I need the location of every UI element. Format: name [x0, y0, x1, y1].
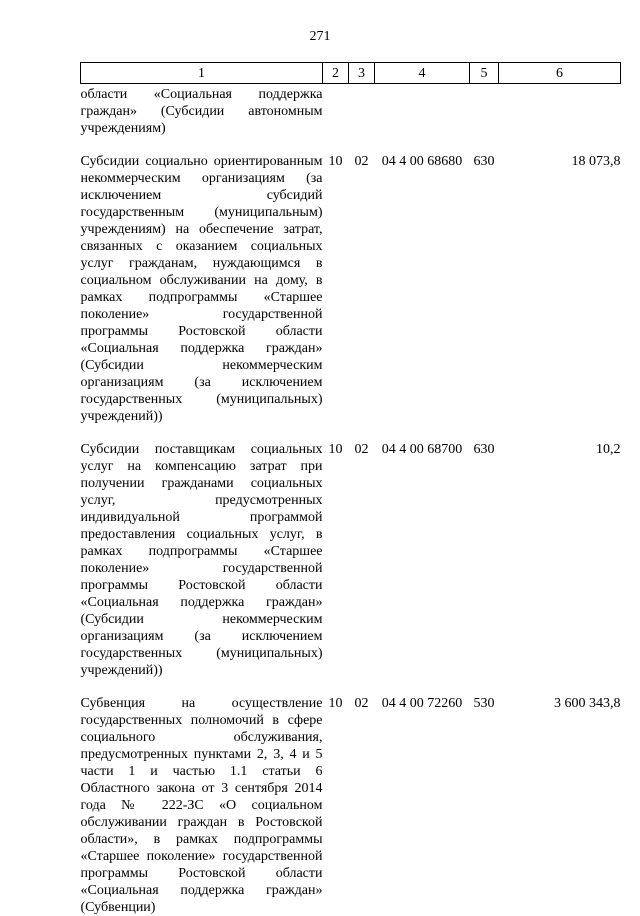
row-section: 10	[323, 137, 349, 425]
row-expense-type	[470, 84, 499, 138]
row-subsection: 02	[349, 137, 375, 425]
row-description: области «Социальная поддержка граждан» (Субсидии автономным учреждениям)	[81, 84, 323, 138]
row-amount: 10,2	[499, 425, 621, 679]
row-description: Субсидии поставщикам социальных услуг на компенсацию затрат при получении гражданами социальных услуг, предусмотренных индивидуальной программой предоставления социальных услуг, в рамках подпрограммы «Старшее поколение» государственной программы Ростовской области «Социальная поддержка граждан» (Субсидии некоммерческим организациям (за исключением государственных (муниципальных) учреждений))	[81, 425, 323, 679]
table-row	[81, 679, 621, 916]
row-amount: 3 600 343,8	[499, 679, 621, 916]
table-row	[81, 425, 621, 679]
row-section: 10	[323, 679, 349, 916]
row-section	[323, 84, 349, 138]
table-header	[81, 63, 621, 84]
header-col-1: 1	[81, 63, 323, 84]
table-row	[81, 84, 621, 138]
row-description: Субвенция на осуществление государственных полномочий в сфере социального обслуживания, предусмотренных пунктами 2, 3, 4 и 5 части 1 и частью 1.1 статьи 6 Областного закона от 3 сентября 2014 года № 222-ЗС «О социальном обслуживании граждан в Ростовской области», в рамках подпрограммы «Старшее поколение» государственной программы Ростовской области «Социальная поддержка граждан» (Субвенции)	[81, 679, 323, 916]
row-expense-type: 630	[470, 425, 499, 679]
row-expense-type: 630	[470, 137, 499, 425]
row-section: 10	[323, 425, 349, 679]
header-col-4: 4	[375, 63, 470, 84]
row-subsection	[349, 84, 375, 138]
table-row	[81, 137, 621, 425]
row-target-code: 04 4 00 68680	[375, 137, 470, 425]
row-amount: 18 073,8	[499, 137, 621, 425]
row-target-code	[375, 84, 470, 138]
header-col-3: 3	[349, 63, 375, 84]
header-row	[81, 63, 621, 84]
row-description: Субсидии социально ориентированным некоммерческим организациям (за исключением субсидий государственным (муниципальным) учреждениям) на обеспечение затрат, связанных с оказанием социальных услуг гражданам, нуждающимся в социальном обслуживании на дому, в рамках подпрограммы «Старшее поколение» государственной программы Ростовской области «Социальная поддержка граждан» (Субсидии некоммерческим организациям (за исключением государственных (муниципальных) учреждений))	[81, 137, 323, 425]
row-expense-type: 530	[470, 679, 499, 916]
table-body	[81, 84, 621, 916]
page-number: 271	[0, 28, 640, 46]
header-col-2: 2	[323, 63, 349, 84]
header-col-6: 6	[499, 63, 621, 84]
header-col-5: 5	[470, 63, 499, 84]
budget-table	[80, 62, 621, 916]
row-subsection: 02	[349, 425, 375, 679]
row-target-code: 04 4 00 72260	[375, 679, 470, 916]
row-amount	[499, 84, 621, 138]
row-subsection: 02	[349, 679, 375, 916]
row-target-code: 04 4 00 68700	[375, 425, 470, 679]
